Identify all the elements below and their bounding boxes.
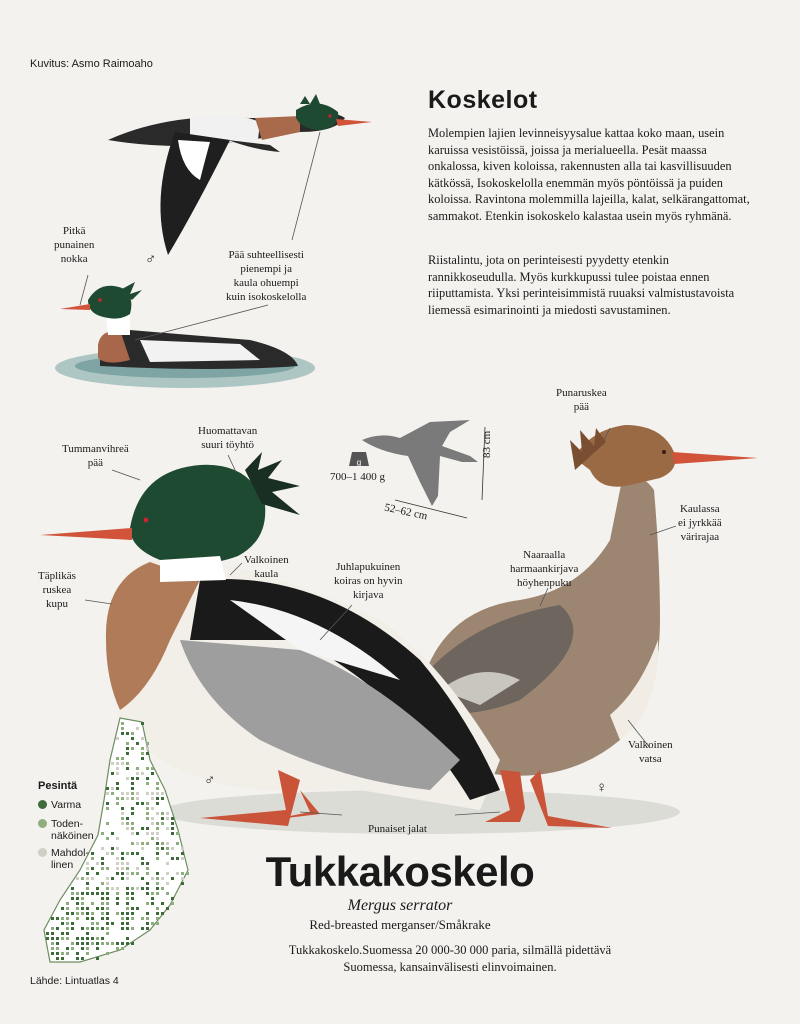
callout-line (80, 275, 88, 305)
map-grid-cell (136, 767, 139, 770)
map-grid-cell (156, 782, 159, 785)
map-grid-cell (141, 772, 144, 775)
map-grid-cell (146, 817, 149, 820)
map-grid-cell (151, 797, 154, 800)
map-grid-cell (66, 937, 69, 940)
map-grid-cell (126, 747, 129, 750)
map-grid-cell (101, 937, 104, 940)
map-grid-cell (106, 802, 109, 805)
map-grid-cell (156, 827, 159, 830)
female-symbol: ♀ (596, 780, 608, 796)
map-grid-cell (141, 827, 144, 830)
map-grid-cell (156, 787, 159, 790)
map-source: Lähde: Lintuatlas 4 (30, 975, 119, 987)
map-grid-cell (166, 842, 169, 845)
map-grid-cell (121, 947, 124, 950)
map-grid-cell (146, 842, 149, 845)
map-grid-cell (71, 942, 74, 945)
map-grid-cell (126, 762, 129, 765)
map-grid-cell (146, 752, 149, 755)
map-grid-cell (121, 807, 124, 810)
map-grid-cell (106, 837, 109, 840)
intro-paragraph: Molempien lajien levinneisyysalue kattaa koko maan, usein karuissa vesistöissä, joissa ja merialueella. Pesät maassa onkalossa, kiven koloissa, rakennusten alla tai kasvillisuuden kätkössä, Isokoskelolla enemmän myös pöntöissä ja puiden koloissa. Ravintona molemmilla lajeilla, kalat, selkärangattomat, sammakot. Etenkin isokoskelo kalastaa usein myös ryhmänä. (428, 126, 750, 223)
map-grid-cell (116, 942, 119, 945)
map-grid-cell (136, 792, 139, 795)
map-grid-cell (146, 777, 149, 780)
map-grid-cell (81, 957, 84, 960)
label-big-crest: Huomattavan suuri töyhtö (198, 425, 258, 451)
map-grid-cell (116, 757, 119, 760)
map-grid-cell (81, 937, 84, 940)
map-grid-cell (126, 767, 129, 770)
map-grid-cell (96, 957, 99, 960)
map-grid-cell (151, 772, 154, 775)
map-grid-cell (131, 827, 134, 830)
length-label: 83 cm (481, 430, 493, 458)
map-grid-cell (76, 937, 79, 940)
map-grid-cell (146, 782, 149, 785)
map-grid-cell (126, 937, 129, 940)
map-grid-cell (106, 942, 109, 945)
label-spotted-breast: Täplikäs ruskea kupu (38, 570, 76, 610)
map-grid-cell (121, 727, 124, 730)
map-grid-cell (86, 947, 89, 950)
map-grid-cell (76, 957, 79, 960)
illustrator-credit: Kuvitus: Asmo Raimoaho (30, 58, 153, 70)
map-grid-cell (161, 797, 164, 800)
map-grid-cell (131, 942, 134, 945)
map-grid-cell (116, 772, 119, 775)
map-grid-cell (111, 792, 114, 795)
map-grid-cell (111, 942, 114, 945)
map-grid-cell (131, 832, 134, 835)
map-grid-cell (86, 942, 89, 945)
label-white-neck: Valkoinen kaula (244, 554, 289, 580)
map-grid-cell (131, 822, 134, 825)
map-grid-cell (136, 842, 139, 845)
map-grid-cell (121, 797, 124, 800)
map-grid-cell (131, 807, 134, 810)
map-grid-cell (76, 942, 79, 945)
map-grid-cell (146, 807, 149, 810)
map-grid-cell (121, 732, 124, 735)
map-grid-cell (146, 802, 149, 805)
label-head-smaller: Pää suhteellisesti pienempi ja kaula ohuempi kuin isokoskelolla (226, 249, 307, 303)
map-grid-cell (121, 817, 124, 820)
male-symbol: ♂ (204, 773, 216, 789)
legend-dot (38, 848, 47, 857)
map-grid-cell (151, 807, 154, 810)
label-long-bill: Pitkä punainen nokka (54, 225, 95, 265)
map-grid-cell (151, 767, 154, 770)
map-grid-cell (121, 762, 124, 765)
population-status: Tukkakoskelo.Suomessa 20 000-30 000 paria, silmällä pidettävä Suomessa, kansainvälisesti elinvoimainen. (288, 943, 612, 974)
map-grid-cell (126, 752, 129, 755)
map-grid-cell (156, 837, 159, 840)
map-grid-cell (176, 842, 179, 845)
map-grid-cell (111, 787, 114, 790)
map-grid-cell (46, 937, 49, 940)
english-name: Red-breasted merganser/Småkrake (309, 917, 491, 932)
map-grid-cell (151, 832, 154, 835)
legend-dot (38, 800, 47, 809)
map-grid-cell (51, 942, 54, 945)
map-grid-cell (61, 957, 64, 960)
map-grid-cell (56, 952, 59, 955)
map-grid-cell (131, 842, 134, 845)
map-grid-cell (171, 827, 174, 830)
legend-item-possible (38, 847, 89, 871)
map-grid-cell (126, 822, 129, 825)
legend-label: Mahdol- linen (51, 847, 89, 871)
map-grid-cell (101, 832, 104, 835)
map-grid-cell (86, 937, 89, 940)
flying-merganser (108, 94, 372, 255)
label-red-feet: Punaiset jalat (368, 823, 427, 835)
map-grid-cell (161, 812, 164, 815)
map-grid-cell (116, 947, 119, 950)
label-dark-green-head: Tummanvihreä pää (62, 443, 129, 469)
map-grid-cell (131, 732, 134, 735)
map-grid-cell (126, 792, 129, 795)
map-grid-cell (66, 947, 69, 950)
map-grid-cell (101, 942, 104, 945)
map-grid-cell (66, 952, 69, 955)
map-grid-cell (106, 822, 109, 825)
map-grid-cell (81, 942, 84, 945)
map-grid-cell (51, 952, 54, 955)
weight-label: 700–1 400 g (330, 471, 385, 483)
map-grid-cell (136, 727, 139, 730)
map-grid-cell (51, 937, 54, 940)
map-grid-cell (126, 817, 129, 820)
map-grid-cell (161, 842, 164, 845)
map-grid-cell (61, 937, 64, 940)
map-grid-cell (151, 837, 154, 840)
legend-title: Pesintä (38, 780, 78, 792)
map-grid-cell (96, 947, 99, 950)
map-grid-cell (116, 737, 119, 740)
map-grid-cell (156, 812, 159, 815)
species-name: Tukkakoskelo (265, 848, 535, 895)
map-grid-cell (176, 832, 179, 835)
map-grid-cell (106, 807, 109, 810)
map-grid-cell (76, 952, 79, 955)
map-grid-cell (121, 822, 124, 825)
map-grid-cell (156, 832, 159, 835)
map-grid-cell (116, 767, 119, 770)
map-grid-cell (146, 812, 149, 815)
label-red-brown-head: Punaruskea pää (556, 387, 607, 413)
map-grid-cell (156, 792, 159, 795)
map-grid-cell (161, 817, 164, 820)
callout-line (135, 305, 268, 340)
map-grid-cell (146, 792, 149, 795)
label-no-sharp-border: Kaulassa ei jyrkkää värirajaa (678, 503, 722, 543)
map-grid-cell (146, 742, 149, 745)
male-symbol: ♂ (145, 252, 157, 268)
map-grid-cell (141, 737, 144, 740)
map-grid-cell (151, 822, 154, 825)
map-grid-cell (96, 942, 99, 945)
legend-item-probable (38, 818, 94, 842)
map-grid-cell (146, 827, 149, 830)
map-grid-cell (51, 947, 54, 950)
callout-line (292, 132, 320, 240)
label-female-plumage: Naaraalla harmaankirjava höyhenpuku (510, 549, 579, 589)
wingspan-label: 52–62 cm (383, 501, 429, 523)
size-silhouette (349, 420, 485, 518)
map-grid-cell (136, 772, 139, 775)
map-grid-cell (56, 957, 59, 960)
label-white-belly: Valkoinen vatsa (628, 739, 673, 765)
map-grid-cell (161, 792, 164, 795)
map-grid-cell (136, 742, 139, 745)
map-grid-cell (111, 762, 114, 765)
map-grid-cell (156, 802, 159, 805)
map-grid-cell (141, 722, 144, 725)
map-grid-cell (156, 822, 159, 825)
map-grid-cell (126, 797, 129, 800)
map-grid-cell (56, 947, 59, 950)
map-grid-cell (151, 817, 154, 820)
map-grid-cell (56, 937, 59, 940)
legend-label: Varma (51, 799, 82, 811)
map-grid-cell (121, 812, 124, 815)
map-grid-cell (116, 762, 119, 765)
legend-label: Toden- näköinen (51, 818, 94, 842)
game-bird-paragraph: Riistalintu, jota on perinteisesti pyydetty etenkin rannikkoseudulla. Myös kurkkupussi tulee poistaa ennen riiputtamista. Yksi perinteisimmistä ruuaksi valmistustavoista liemessä esimarinointi ja miedosti savustaminen. (428, 253, 735, 317)
map-grid-cell (151, 792, 154, 795)
map-grid-cell (136, 777, 139, 780)
map-grid-cell (126, 777, 129, 780)
map-grid-cell (131, 812, 134, 815)
map-grid-cell (141, 747, 144, 750)
map-grid-cell (131, 782, 134, 785)
map-grid-cell (91, 937, 94, 940)
map-grid-cell (136, 797, 139, 800)
map-grid-cell (121, 942, 124, 945)
map-grid-cell (166, 812, 169, 815)
map-grid-cell (106, 792, 109, 795)
map-grid-cell (116, 837, 119, 840)
map-grid-cell (116, 782, 119, 785)
map-grid-cell (111, 772, 114, 775)
map-grid-cell (131, 797, 134, 800)
legend-dot (38, 819, 47, 828)
map-grid-cell (81, 947, 84, 950)
map-grid-cell (141, 757, 144, 760)
map-grid-cell (131, 747, 134, 750)
map-grid-cell (106, 787, 109, 790)
map-grid-cell (121, 757, 124, 760)
map-grid-cell (121, 722, 124, 725)
map-grid-cell (141, 802, 144, 805)
latin-name: Mergus serrator (347, 897, 453, 914)
map-grid-cell (136, 802, 139, 805)
map-grid-cell (96, 937, 99, 940)
map-grid-cell (61, 952, 64, 955)
map-grid-cell (86, 952, 89, 955)
map-grid-cell (116, 802, 119, 805)
map-grid-cell (106, 952, 109, 955)
map-grid-cell (141, 752, 144, 755)
page-title: Koskelot (428, 86, 538, 114)
map-grid-cell (156, 797, 159, 800)
map-grid-cell (161, 822, 164, 825)
map-grid-cell (121, 792, 124, 795)
map-grid-cell (131, 792, 134, 795)
map-grid-cell (131, 777, 134, 780)
map-grid-cell (126, 742, 129, 745)
map-grid-cell (136, 832, 139, 835)
map-grid-cell (116, 787, 119, 790)
map-grid-cell (141, 842, 144, 845)
map-grid-cell (126, 732, 129, 735)
map-grid-cell (146, 832, 149, 835)
map-grid-cell (146, 747, 149, 750)
map-grid-cell (146, 767, 149, 770)
map-grid-cell (131, 787, 134, 790)
map-grid-cell (171, 817, 174, 820)
map-grid-cell (71, 947, 74, 950)
map-grid-cell (56, 942, 59, 945)
map-grid-cell (91, 942, 94, 945)
map-grid-cell (131, 737, 134, 740)
map-grid-cell (111, 832, 114, 835)
map-grid-cell (126, 942, 129, 945)
map-grid-cell (171, 832, 174, 835)
label-festive-male: Juhlapukuinen koiras on hyvin kirjava (334, 561, 403, 601)
svg-text:g: g (356, 458, 362, 467)
map-grid-cell (166, 817, 169, 820)
legend-item-certain (38, 799, 81, 811)
map-grid-cell (116, 797, 119, 800)
map-grid-cell (166, 827, 169, 830)
map-grid-cell (126, 827, 129, 830)
map-grid-cell (156, 842, 159, 845)
map-grid-cell (171, 822, 174, 825)
